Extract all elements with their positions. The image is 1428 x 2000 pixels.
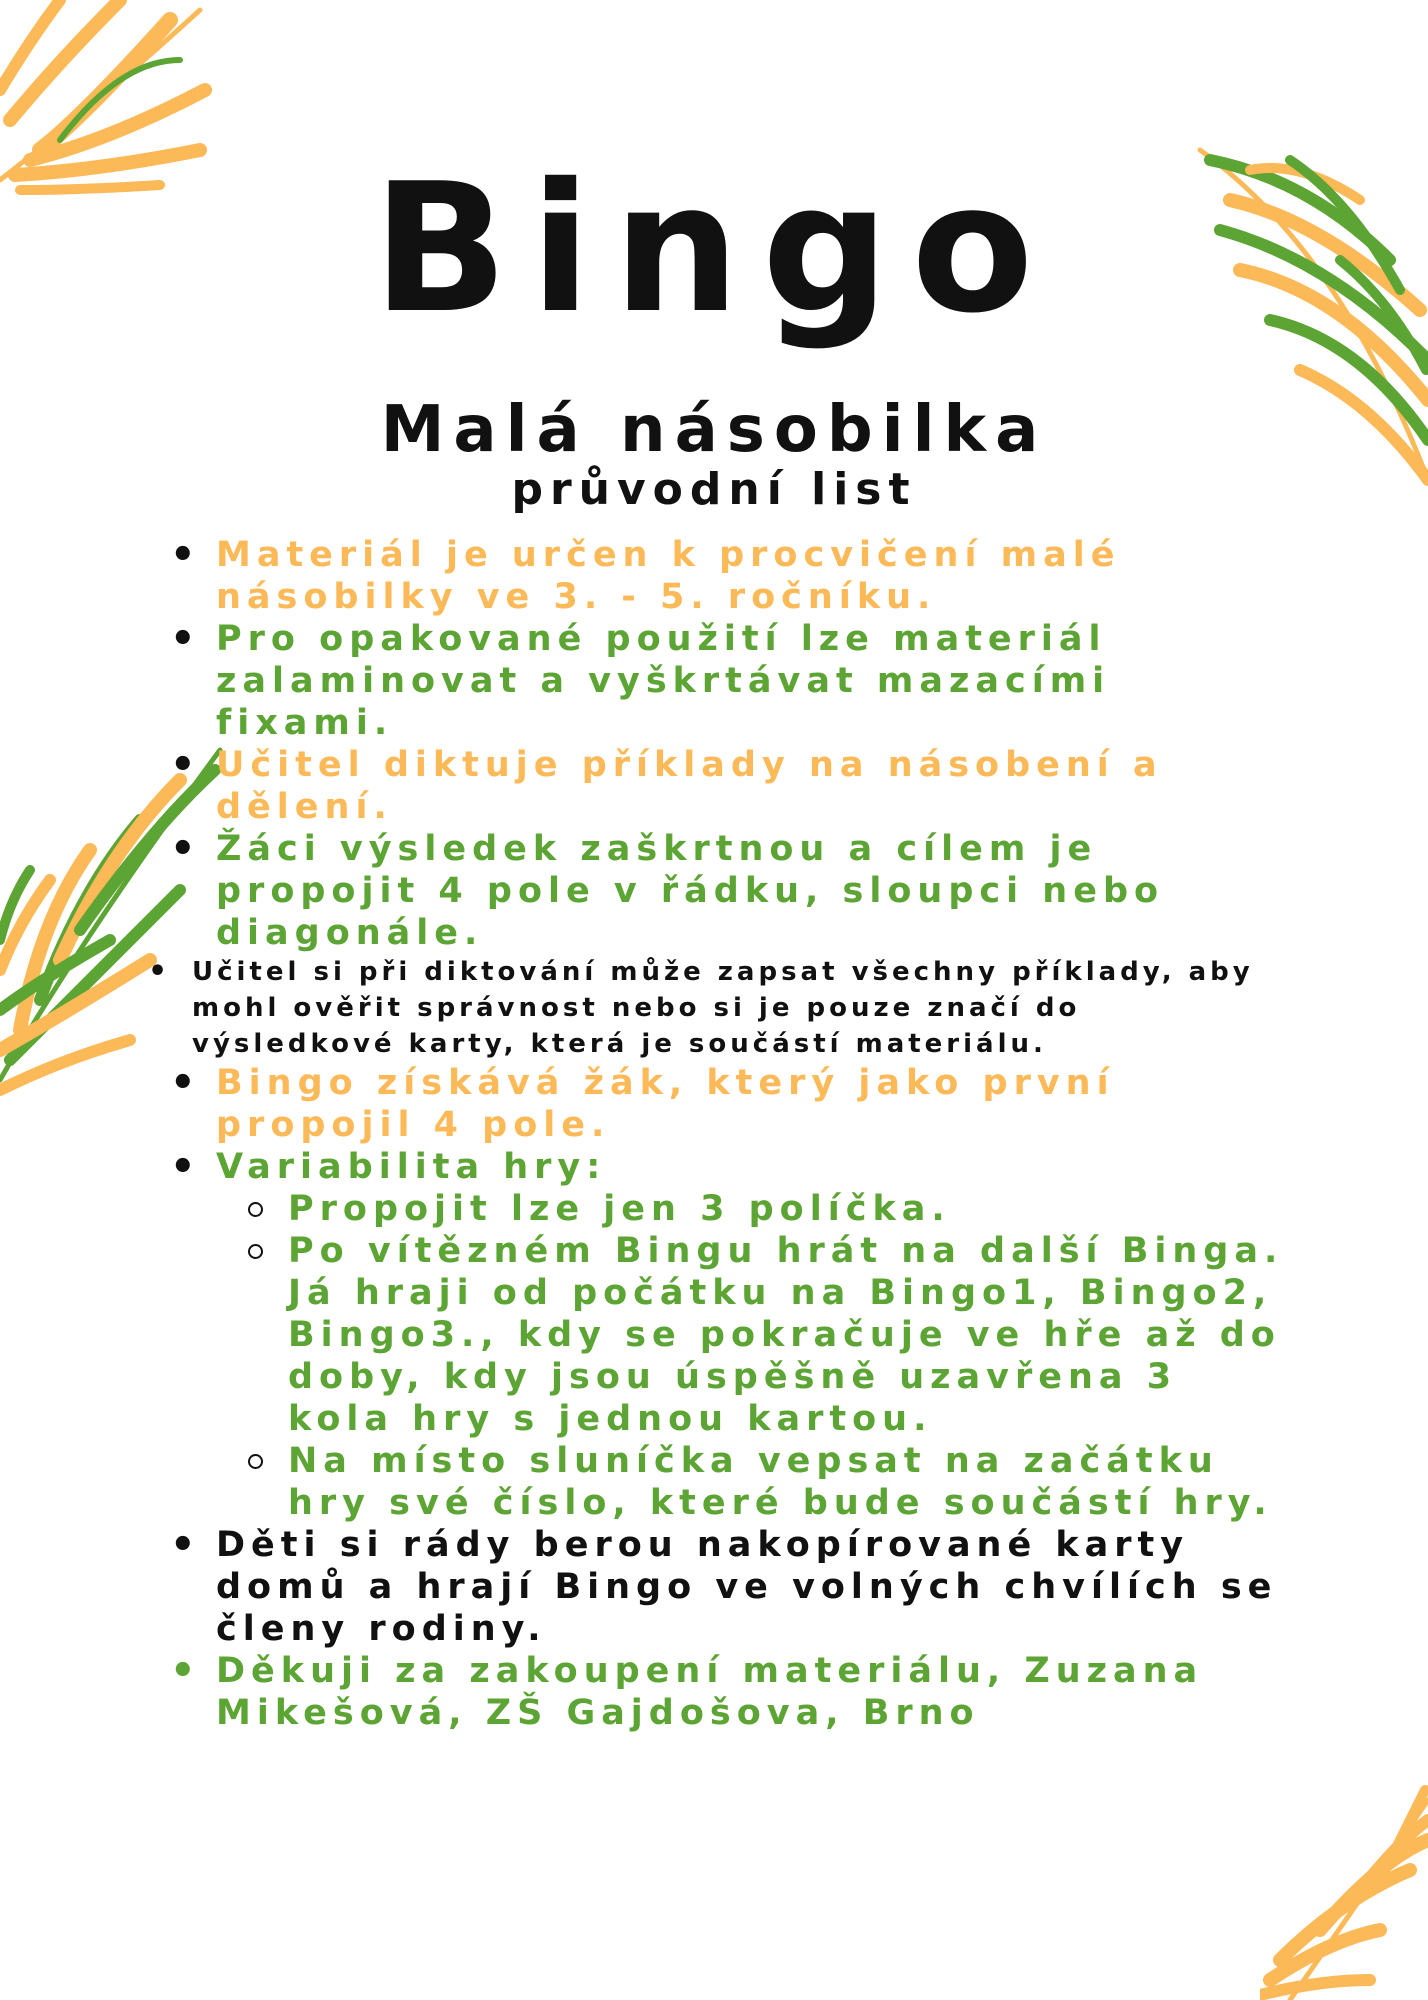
list-item-text: Pro opakované použití lze materiál zalaminovat a vyškrtávat mazacími fixami.	[216, 619, 1111, 743]
sub-list-item-text: Po vítězném Bingu hrát na další Binga. Já hraji od počátku na Bingo1, Bingo2, Bingo3., kdy se pokračuje ve hře až do doby, kdy jsou úspěšně uzavřena 3 kola hry s jednou kartou.	[288, 1231, 1284, 1439]
list-item	[160, 744, 1290, 828]
variability-sublist	[216, 1188, 1290, 1524]
list-item-text: Variabilita hry:	[216, 1147, 607, 1187]
list-item-variability	[160, 1146, 1290, 1524]
list-item-text: Děti si rády berou nakopírované karty domů a hrají Bingo ve volných chvílích se členy rodiny.	[216, 1525, 1278, 1649]
list-item-text: Bingo získává žák, který jako první propojil 4 pole.	[216, 1063, 1115, 1145]
guide-bullet-list	[160, 534, 1290, 1734]
page-title: Bingo	[372, 145, 1056, 352]
list-item	[160, 1062, 1290, 1146]
list-item	[160, 1524, 1290, 1650]
list-item-text: Děkuji za zakoupení materiálu, Zuzana Mikešová, ZŠ Gajdošova, Brno	[216, 1651, 1204, 1733]
list-item	[148, 954, 1290, 1062]
sub-list-item	[216, 1230, 1290, 1440]
page-subtitle: Malá násobilka	[380, 393, 1048, 467]
sub-list-item-text: Propojit lze jen 3 políčka.	[288, 1189, 951, 1229]
sub-list-item	[216, 1188, 1290, 1230]
list-item	[160, 828, 1290, 954]
sub-list-item	[216, 1440, 1290, 1524]
list-item-text: Materiál je určen k procvičení malé násobilky ve 3. - 5. ročníku.	[216, 535, 1121, 617]
palm-leaf-icon-bottom-right	[1260, 1780, 1428, 2000]
list-item-text: Učitel si při diktování může zapsat všechny příklady, aby mohl ověřit správnost nebo si je pouze značí do výsledkové karty, která je součástí materiálu.	[192, 957, 1254, 1059]
list-item-thanks	[160, 1650, 1290, 1734]
document-type-label: průvodní list	[511, 464, 917, 515]
sub-list-item-text: Na místo sluníčka vepsat na začátku hry své číslo, které bude součástí hry.	[288, 1441, 1273, 1523]
list-item	[160, 534, 1290, 618]
list-item	[160, 618, 1290, 744]
list-item-text: Žáci výsledek zaškrtnou a cílem je propojit 4 pole v řádku, sloupci nebo diagonále.	[216, 829, 1165, 953]
list-item-text: Učitel diktuje příklady na násobení a dělení.	[216, 745, 1163, 827]
